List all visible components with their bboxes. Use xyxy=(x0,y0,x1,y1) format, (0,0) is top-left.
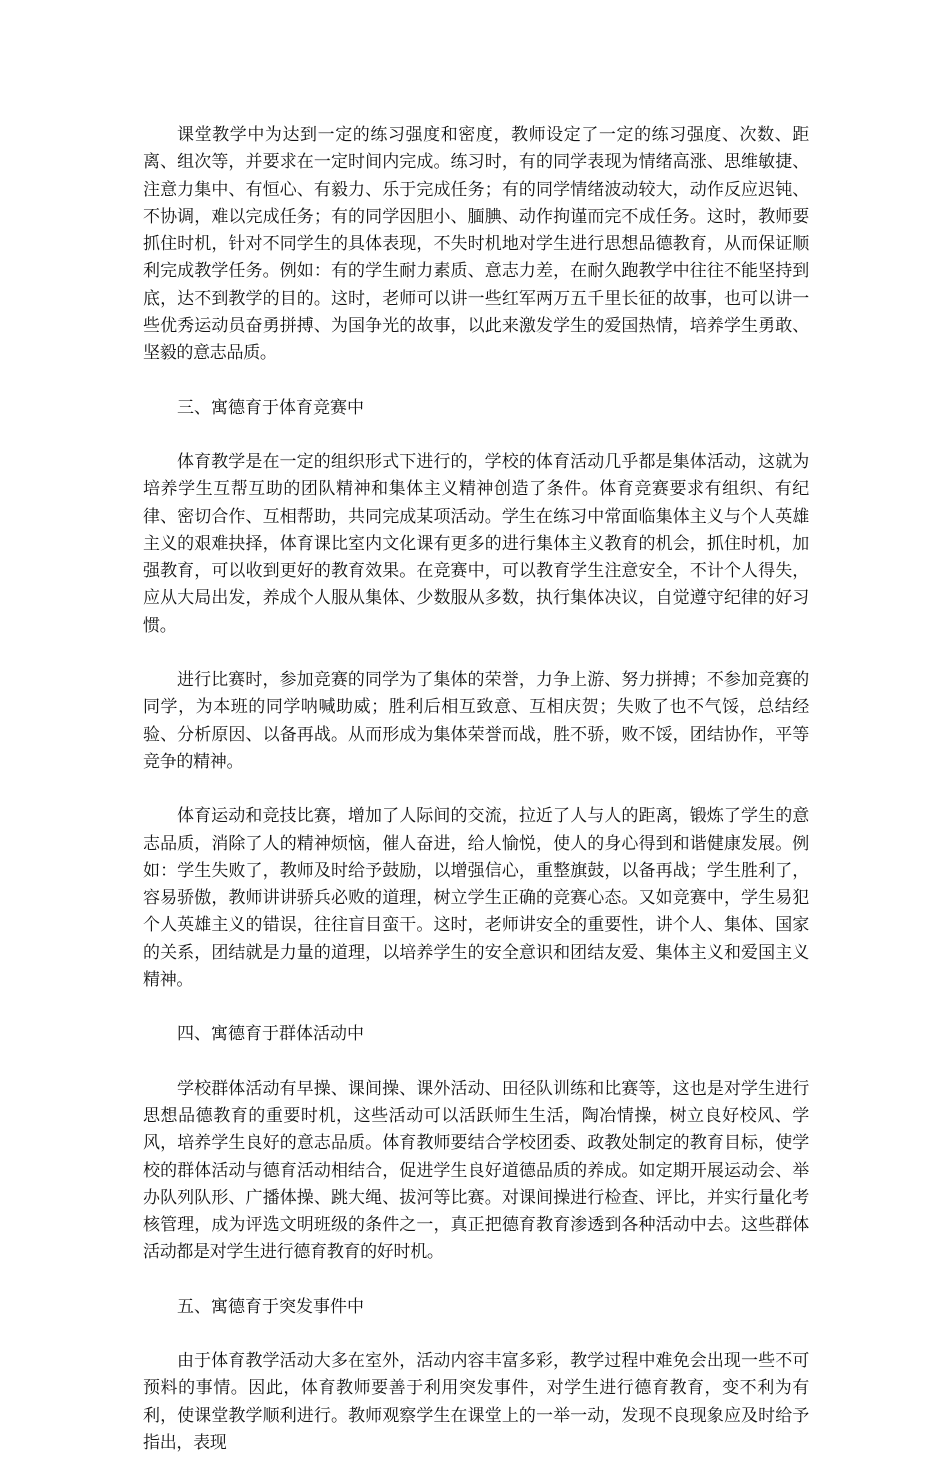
paragraph-group-activities: 学校群体活动有早操、课间操、课外活动、田径队训练和比赛等，这也是对学生进行思想品德教育的重要时机，这些活动可以活跃师生生活，陶冶情操，树立良好校风、学风，培养学生良好的意志品质。体育教师要结合学校团委、政教处制定的教育目标，使学校的群体活动与德育活动相结合，促进学生良好道德品质的养成。如定期开展运动会、举办队列队形、广播体操、跳大绳、拔河等比赛。对课间操进行检查、评比，并实行量化考核管理，成为评选文明班级的条件之一，真正把德育教育渗透到各种活动中去。这些群体活动都是对学生进行德育教育的好时机。 xyxy=(143,1078,809,1263)
paragraph-competition-teamwork: 体育教学是在一定的组织形式下进行的，学校的体育活动几乎都是集体活动，这就为培养学生互帮互助的团队精神和集体主义精神创造了条件。体育竞赛要求有组织、有纪律、密切合作、互相帮助，共同完成某项活动。学生在练习中常面临集体主义与个人英雄主义的艰难抉择，体育课比室内文化课有更多的进行集体主义教育的机会，抓住时机，加强教育，可以收到更好的教育效果。在竞赛中，可以教育学生注意安全，不计个人得失，应从大局出发，养成个人服从集体、少数服从多数，执行集体决议，自觉遵守纪律的好习惯。 xyxy=(143,451,809,636)
section-heading-sudden-events: 五、寓德育于突发事件中 xyxy=(177,1296,364,1317)
paragraph-classroom-intensity: 课堂教学中为达到一定的练习强度和密度，教师设定了一定的练习强度、次数、距离、组次等，并要求在一定时间内完成。练习时，有的同学表现为情绪高涨、思维敏捷、注意力集中、有恒心、有毅力、乐于完成任务；有的同学情绪波动较大，动作反应迟钝、不协调，难以完成任务；有的同学因胆小、腼腆、动作拘谨而完不成任务。这时，教师要抓住时机，针对不同学生的具体表现，不失时机地对学生进行思想品德教育，从而保证顺利完成教学任务。例如：有的学生耐力素质、意志力差，在耐久跑教学中往往不能坚持到底，达不到教学的目的。这时，老师可以讲一些红军两万五千里长征的故事，也可以讲一些优秀运动员奋勇拼搏、为国争光的故事，以此来激发学生的爱国热情，培养学生勇敢、坚毅的意志品质。 xyxy=(143,125,809,364)
paragraph-competition-honor: 进行比赛时，参加竞赛的同学为了集体的荣誉，力争上游、努力拼搏；不参加竞赛的同学，为本班的同学呐喊助威；胜利后相互致意、互相庆贺；失败了也不气馁，总结经验、分析原因、以备再战。从而形成为集体荣誉而战，胜不骄，败不馁，团结协作，平等竞争的精神。 xyxy=(143,670,809,772)
section-heading-group-activities: 四、寓德育于群体活动中 xyxy=(177,1024,364,1045)
section-heading-competition: 三、寓德育于体育竞赛中 xyxy=(177,397,364,418)
document-body xyxy=(143,122,809,1457)
paragraph-sudden-events: 由于体育教学活动大多在室外，活动内容丰富多彩，教学过程中难免会出现一些不可预料的事情。因此，体育教师要善于利用突发事件，对学生进行德育教育，变不利为有利，使课堂教学顺利进行。教师观察学生在课堂上的一举一动，发现不良现象应及时给予指出，表现 xyxy=(143,1350,809,1453)
paragraph-competition-benefits: 体育运动和竞技比赛，增加了人际间的交流，拉近了人与人的距离，锻炼了学生的意志品质，消除了人的精神烦恼，催人奋进，给人愉悦，使人的身心得到和谐健康发展。例如：学生失败了，教师及时给予鼓励，以增强信心，重整旗鼓，以备再战；学生胜利了，容易骄傲，教师讲讲骄兵必败的道理，树立学生正确的竞赛心态。又如竞赛中，学生易犯个人英雄主义的错误，往往盲目蛮干。这时，老师讲安全的重要性，讲个人、集体、国家的关系，团结就是力量的道理，以培养学生的安全意识和团结友爱、集体主义和爱国主义精神。 xyxy=(143,806,809,991)
